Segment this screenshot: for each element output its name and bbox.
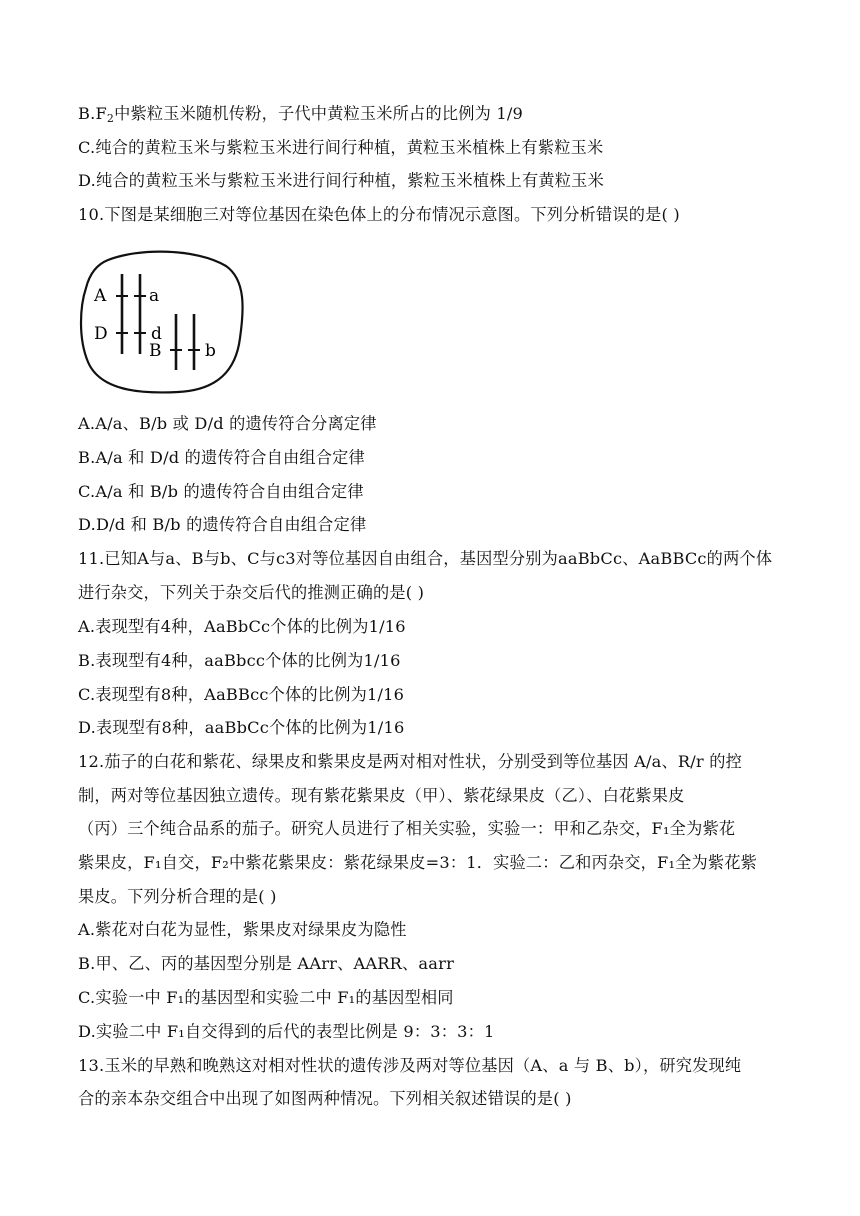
q11-stem-line2: 进行杂交，下列关于杂交后代的推测正确的是( ) [78, 583, 425, 602]
q10-option-a: A.A/a、B/b 或 D/d 的遗传符合分离定律 [78, 414, 377, 433]
q9-option-c: C.纯合的黄粒玉米与紫粒玉米进行间行种植，黄粒玉米植株上有紫粒玉米 [78, 138, 604, 157]
q12-stem-line5: 果皮。下列分析合理的是( ) [78, 887, 277, 906]
q12-option-a: A.紫花对白花为显性，紫果皮对绿果皮为隐性 [78, 920, 407, 939]
label-b: b [205, 341, 216, 361]
label-A: A [94, 286, 107, 306]
q13-stem-line1: 13.玉米的早熟和晚熟这对相对性状的遗传涉及两对等位基因（A、a 与 B、b），研究发现纯 [78, 1056, 742, 1075]
q13-stem-line2: 合的亲本杂交组合中出现了如图两种情况。下列相关叙述错误的是( ) [78, 1089, 572, 1108]
label-D: D [94, 324, 108, 344]
q9-option-b: $B.F_2$中紫粒玉米随机传粉，子代中黄粒玉米所占的比例为 1/9 [78, 104, 523, 125]
q11-option-d: D.表现型有8种，aaBbCc个体的比例为1/16 [78, 718, 405, 737]
q12-stem-line4: 紫果皮，F₁自交，F₂中紫花紫果皮：紫花绿果皮=3：1．实验二：乙和丙杂交，F₁全为紫花紫 [78, 853, 758, 872]
q9-option-d: D.纯合的黄粒玉米与紫粒玉米进行间行种植，紫粒玉米植株上有黄粒玉米 [78, 171, 604, 190]
q10-stem: 10.下图是某细胞三对等位基因在染色体上的分布情况示意图。下列分析错误的是( ) [78, 205, 680, 224]
chromosome-figure [78, 246, 250, 396]
q10-option-d: D.D/d 和 B/b 的遗传符合自由组合定律 [78, 515, 367, 534]
label-a: a [149, 286, 160, 306]
q10-option-b: B.A/a 和 D/d 的遗传符合自由组合定律 [78, 448, 365, 467]
q12-option-c: C.实验一中 F₁的基因型和实验二中 F₁的基因型相同 [78, 988, 454, 1007]
q11-stem-line1: 11.已知A与a、B与b、C与c3对等位基因自由组合，基因型分别为aaBbCc、AaBBCc的两个体 [78, 549, 773, 568]
label-B: B [149, 341, 162, 361]
q10-option-c: C.A/a 和 B/b 的遗传符合自由组合定律 [78, 482, 364, 501]
q12-option-d: D.实验二中 F₁自交得到的后代的表型比例是 9：3：3：1 [78, 1022, 495, 1041]
q12-option-b: B.甲、乙、丙的基因型分别是 AArr、AARR、aarr [78, 954, 455, 973]
label-d: d [151, 324, 162, 344]
q11-option-c: C.表现型有8种，AaBBcc个体的比例为1/16 [78, 685, 405, 704]
q11-option-a: A.表现型有4种，AaBbCc个体的比例为1/16 [78, 617, 406, 636]
q12-stem-line1: 12.茄子的白花和紫花、绿果皮和紫果皮是两对相对性状，分别受到等位基因 A/a、R/r 的控 [78, 752, 742, 771]
q12-stem-line2: 制，两对等位基因独立遗传。现有紫花紫果皮（甲）、紫花绿果皮（乙）、白花紫果皮 [78, 786, 685, 805]
q12-stem-line3: （丙）三个纯合品系的茄子。研究人员进行了相关实验，实验一：甲和乙杂交，F₁全为紫花 [78, 819, 736, 838]
q11-option-b: B.表现型有4种，aaBbcc个体的比例为1/16 [78, 651, 401, 670]
cell-outline [81, 252, 243, 393]
